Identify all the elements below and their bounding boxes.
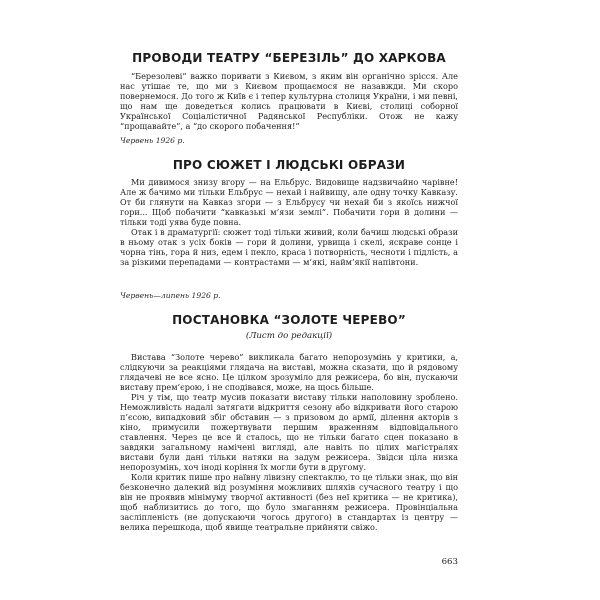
paragraph: Річ у тім, що театр мусив показати виставу тільки наполовину зроблено. Неможливість надалі затягати відкриття сезону або відкривати його старою п’єсою, випадковий збіг обставин — з призовом до армії, ділення акторів з кіно, примусили пожертвувати першим враженням відповідального ставлення. Через це все й сталось, що не тільки багато сцен показано в завдяки загальному намічені вигляді, але навіть по цілих магістралях вистави були дані тільки натяки на задум режисера. Звідси ціла низка непорозумінь, хоч іноді коріння їх могли бути в другому. (120, 392, 458, 472)
paragraph: Отак і в драматургії: сюжет тоді тільки живий, коли бачиш людські образи в ньому отак з усіх боків — гори й долини, урвища і скелі, яскраве сонце і чорна тінь, гора й низ, едем і пекло, краса і потворність, чесноти і підлість, а за різкими перепадами — контрастами — м’які, найм’якії напівтони. (120, 227, 458, 267)
page-number: 663 (441, 557, 458, 567)
section-title-provody: ПРОВОДИ ТЕАТРУ “БЕРЕЗІЛЬ” ДО ХАРКОВА (132, 51, 446, 65)
paragraph: Коли критик пише про наївну лівизну спектаклю, то це тільки знак, що він безконечно далекий від розуміння можливих шляхів сучасного театру і що він не проявив мінімуму творчої активності (без неї критика — не критика), щоб наблизитись до того, що було змаганням режисера. Провінціальна засліпленість (не допускаючи чогось другого) в стандартах із центру — велика перешкода, щоб явище театральне прийняти свіжо. (120, 472, 458, 532)
section-subtitle: (Лист до редакції) (245, 331, 333, 341)
paragraph: Ми дивимося знизу вгору — на Ельбрус. Видовище надзвичайно чарівне! Але ж бачимо ми тільки Ельбрус — нехай і найвищу, але одну точку Кавказу. От би глянути на Кавказ згори — з Ельбрусу чи нехай би з якоїсь нижчої гори... Щоб побачити “кавказькі м’язи землі”. Побачити гори й долини — тільки тоді уява буде повна. (120, 177, 458, 227)
section-date: Червень 1926 р. (120, 136, 185, 145)
section-body-provody (120, 71, 458, 131)
paragraph: “Березолеві” важко поривати з Києвом, з яким він органічно зрісся. Але нас утішає те, що ми з Києвом прощаємося не назавжди. Ми скоро повернемося. До того ж Київ є і тепер культурна столиця України, і ми певні, що нам ще доведеться колись працювати в Києві, столиці соборної Української Соціалістичної Радянської Республіки. Отож не кажу “прощавайте”, а “до скорого побачення!” (120, 71, 458, 131)
section-body-syuzhet (120, 177, 458, 267)
section-title-syuzhet: ПРО СЮЖЕТ І ЛЮДСЬКІ ОБРАЗИ (172, 158, 406, 172)
section-title-postanovka: ПОСТАНОВКА “ЗОЛОТЕ ЧЕРЕВО” (172, 313, 406, 327)
paragraph: Вистава “Золоте черево” викликала багато непорозумінь у критики, а, слідкуючи за реакціями глядача на виставі, можна сказати, що й рядовому глядачеві не все ясно. Це цілком зрозуміло для режисера, бо він, пускаючи виставу прем’єрою, і не сподівався, може, на щось більше. (120, 352, 458, 392)
section-body-postanovka (120, 352, 458, 532)
section-date: Червень—липень 1926 р. (120, 291, 221, 300)
